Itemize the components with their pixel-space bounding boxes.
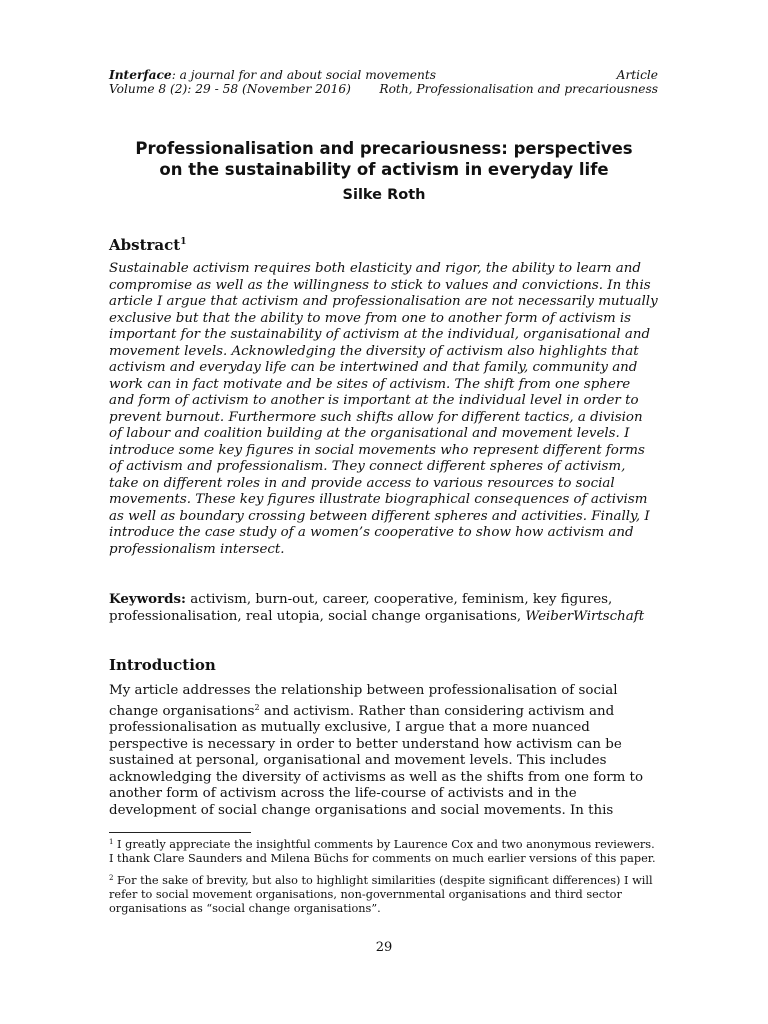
footnote-2-text: For the sake of brevity, but also to highlight similarities (despite significant differences) I will refer to social movement organisations, non-governmental organisations and third sector organisations as “social change organisations”. [109,874,653,915]
footnote-divider [109,832,251,833]
footnote-2-mark: 2 [109,874,114,882]
title-line-1: Professionalisation and precariousness: perspectives [135,139,633,158]
author-name: Silke Roth [342,187,426,203]
footnote-1 [109,835,658,866]
introduction-text [109,683,658,819]
intro-text-rest: and activism. Rather than considering activism and professionalisation as mutually exclusive, I argue that a more nuanced perspective is necessary in order to better understand how activism can be sustained at personal, organisational and movement levels. This includes acknowledging the diversity of activisms as well as the shifts from one form to another form of activism across the life-course of activists and in the development of social change organisations and social movements. In this [109,703,644,818]
volume-info: Volume 8 (2): 29 - 58 (November 2016) [109,82,351,96]
running-header [109,68,658,96]
keyword-italic: WeiberWirtschaft [525,608,645,624]
journal-name: Interface [109,68,172,82]
title-line-2: on the sustainability of activism in everyday life [159,160,609,179]
intro-text-start: My article addresses the relationship between professionalisation of social change organisations [109,683,618,719]
abstract-heading [109,236,186,254]
footnote-1-text: I greatly appreciate the insightful comments by Laurence Cox and two anonymous reviewers. I thank Clare Saunders and Milena Büchs for comments on much earlier versions of this paper. [109,838,656,865]
keywords-label: Keywords: [109,591,187,607]
footnote-ref-1[interactable]: 1 [180,237,187,247]
keywords [109,591,658,625]
footnote-ref-2[interactable]: 2 [254,702,260,712]
running-title: Roth, Professionalisation and precariousness [379,82,658,96]
abstract-text: Sustainable activism requires both elasticity and rigor, the ability to learn and compromise as well as the willingness to stick to values and convictions. In this article I argue that activism and professionalisation are not necessarily mutually exclusive but that the ability to move from one to another form of activism is important for the sustainability of activism at the individual, organisational and movement levels. Acknowledging the diversity of activism also highlights that activism and everyday life can be intertwined and that family, community and work can in fact motivate and be sites of activism. The shift from one sphere and form of activism to another is important at the individual level in order to prevent burnout. Furthermore such shifts allow for different tactics, a division of labour and coalition building at the organisational and movement levels. I introduce some key figures in social movements who represent different forms of activism and professionalism. They connect different spheres of activism, take on different roles in and provide access to various resources to social movements. These key figures illustrate biographical consequences of activism as well as boundary crossing between different spheres and activities. Finally, I introduce the case study of a women’s cooperative to show how activism and professionalism intersect. [109,261,658,557]
keywords-list: activism, burn-out, career, cooperative, feminism, key figures, professionalisation, real utopia, social change organisations, [109,592,613,624]
journal-citation [109,68,436,82]
footnote-1-mark: 1 [109,838,114,846]
journal-subtitle: : a journal for and about social movements [171,68,436,82]
page-number: 29 [375,940,393,955]
abstract-heading-text: Abstract [109,236,181,254]
introduction-heading: Introduction [109,656,216,674]
article-title [100,138,668,180]
footnote-2 [109,871,658,916]
section-label: Article [616,68,658,82]
